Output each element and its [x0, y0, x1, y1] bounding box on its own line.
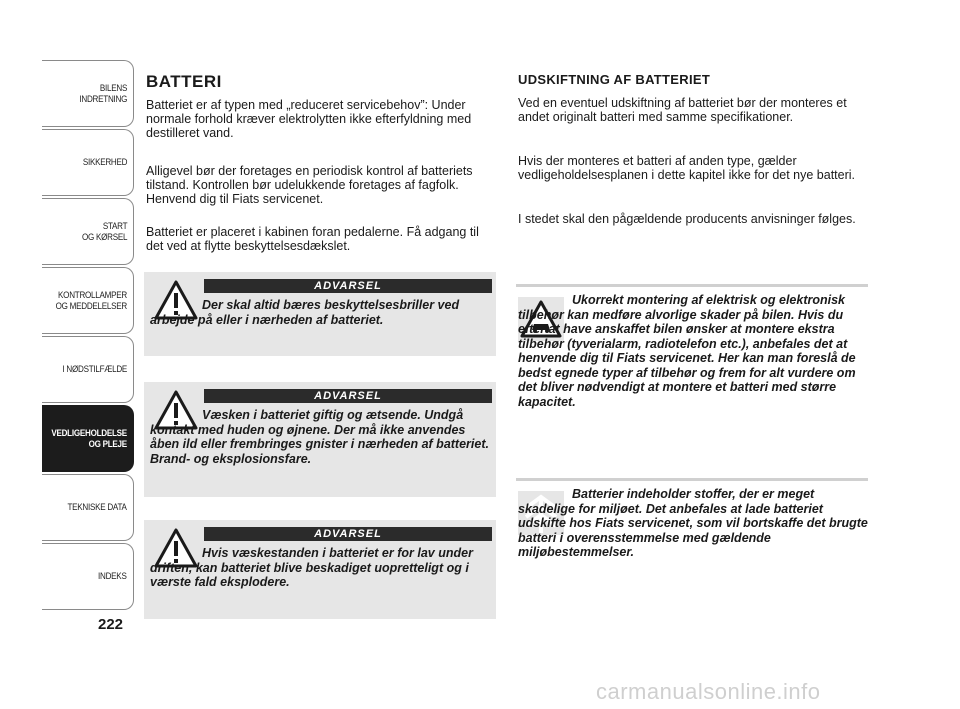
tab-vedligeholdelse[interactable]: VEDLIGEHOLDELSE OG PLEJE [42, 405, 134, 472]
page-number: 222 [98, 616, 124, 633]
tab-start-og-korsel[interactable]: START OG KØRSEL [42, 198, 134, 265]
paragraph: Ved en eventuel udskiftning af batteriet bør der monteres et andet originalt batteri med samme specifikationer. [518, 96, 847, 124]
section-title: BATTERI [146, 72, 222, 91]
note-text: Ukorrekt montering af elektrisk og elektronisk tilbehør kan medføre alvorlige skader på bilen. Hvis du efter at have anskaffet bilen ønsker at montere ekstra tilbehør (tyverialarm, radiotelefon etc.), anbefales det at henvende dig til Fiats servicenet. Her kan man foreslå de bedst egnede typer af tilbehør og frem for alt vurdere om det bliver nødvendigt at montere et batteri med større kapacitet. [518, 293, 856, 409]
warning-label: ADVARSEL [204, 527, 492, 541]
warning-box [144, 382, 496, 497]
paragraph: I stedet skal den pågældende producents anvisninger følges. [518, 212, 856, 226]
tab-nodstilfaelde[interactable]: I NØDSTILFÆLDE [42, 336, 134, 403]
warning-text: Væsken i batteriet giftig og ætsende. Undgå kontakt med huden og øjnene. Der må ikke anvendes åben ild eller frembringes gnister i nærheden af batteriet. Brand- og eksplosionsfare. [150, 408, 489, 466]
warning-box [144, 272, 496, 356]
warning-label: ADVARSEL [204, 279, 492, 293]
tab-sikkerhed[interactable]: SIKKERHED [42, 129, 134, 196]
note-text: Batterier indeholder stoffer, der er meget skadelige for miljøet. Det anbefales at lade batteriet udskifte hos Fiats servicenet, som vil bortskaffe det brugte batteri i overensstemmelse med gældende miljøbestemmelser. [518, 487, 868, 559]
paragraph: Hvis der monteres et batteri af anden type, gælder vedligeholdelsesplanen i dette kapitel ikke for det nye batteri. [518, 154, 856, 182]
warning-label: ADVARSEL [204, 389, 492, 403]
caution-note [516, 284, 868, 447]
warning-text: Hvis væskestanden i batteriet er for lav under driften, kan batteriet blive beskadiget uopretteligt og i værste fald eksplodere. [150, 546, 473, 589]
paragraph: Batteriet er placeret i kabinen foran pedalerne. Få adgang til det ved at flytte beskyttelsesdækslet. [146, 225, 479, 253]
warning-box [144, 520, 496, 619]
paragraph: Batteriet er af typen med „reduceret servicebehov”: Under normale forhold kræver elektrolytten ikke efterfyldning med destilleret vand. [146, 98, 472, 140]
watermark: carmanualsonline.info [596, 679, 821, 704]
environment-note [516, 478, 868, 591]
paragraph: Alligevel bør der foretages en periodisk kontrol af batteriets tilstand. Kontrollen bør udelukkende foretages af fagfolk. Henvend dig til Fiats servicenet. [146, 164, 473, 206]
section-title: UDSKIFTNING AF BATTERIET [518, 72, 711, 87]
warning-text: Der skal altid bæres beskyttelsesbriller ved arbejde på eller i nærheden af batteriet. [150, 298, 460, 327]
chapter-tabs [42, 60, 134, 612]
tab-bilens-indretning[interactable]: BILENS INDRETNING [42, 60, 134, 127]
tab-kontrollamper[interactable]: KONTROLLAMPER OG MEDDELELSER [42, 267, 134, 334]
tab-tekniske-data[interactable]: TEKNISKE DATA [42, 474, 134, 541]
tab-indeks[interactable]: INDEKS [42, 543, 134, 610]
